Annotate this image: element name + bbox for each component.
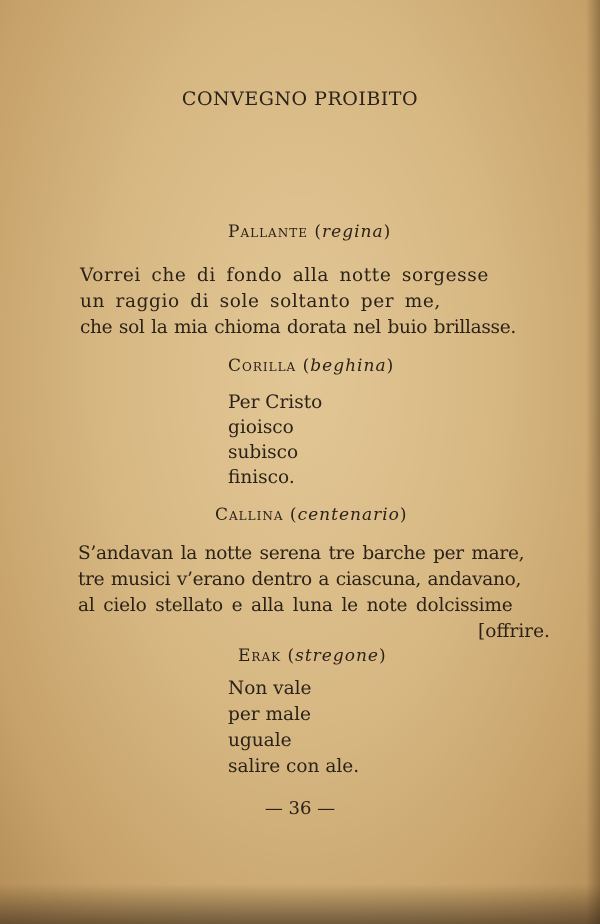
speaker-heading: Erak (stregone) xyxy=(238,646,387,666)
speaker-role: regina xyxy=(322,222,384,242)
speaker-role: beghina xyxy=(310,356,387,376)
verse-line: Per Cristo xyxy=(228,392,323,413)
speaker-heading: Callina (centenario) xyxy=(215,505,408,525)
verse-line: Non vale xyxy=(228,678,312,699)
verse-line: salire con ale. xyxy=(228,756,360,777)
verse-line: finisco. xyxy=(228,467,295,488)
speaker-name: Corilla xyxy=(228,356,297,376)
page-number: — 36 — xyxy=(264,798,336,819)
speaker-role: centenario xyxy=(297,505,400,525)
speaker-role: stregone xyxy=(295,646,379,666)
verse-line: tre musici v’erano dentro a ciascuna, andavano, xyxy=(78,569,522,590)
verse-line: gioisco xyxy=(228,417,294,438)
verse-line: un raggio di sole soltanto per me, xyxy=(80,291,441,312)
verse-line: Vorrei che di fondo alla notte sorgesse xyxy=(80,265,489,286)
speaker-heading: Corilla (beghina) xyxy=(228,356,395,376)
page-bottom-shadow xyxy=(0,884,600,924)
speaker-name: Erak xyxy=(238,646,282,666)
verse-line: al cielo stellato e alla luna le note dolcissime xyxy=(78,595,513,616)
verse-line: subisco xyxy=(228,442,299,463)
speaker-name: Callina xyxy=(215,505,284,525)
page-edge-shadow xyxy=(586,0,600,924)
verse-line: che sol la mia chioma dorata nel buio brillasse. xyxy=(80,317,516,338)
verse-line: per male xyxy=(228,704,311,725)
verse-line: [offrire. xyxy=(478,621,550,642)
running-head: CONVEGNO PROIBITO xyxy=(181,88,419,110)
speaker-name: Pallante xyxy=(228,222,308,242)
speaker-heading: Pallante (regina) xyxy=(228,222,392,242)
verse-line: uguale xyxy=(228,730,292,751)
verse-line: S’andavan la notte serena tre barche per mare, xyxy=(78,543,525,564)
